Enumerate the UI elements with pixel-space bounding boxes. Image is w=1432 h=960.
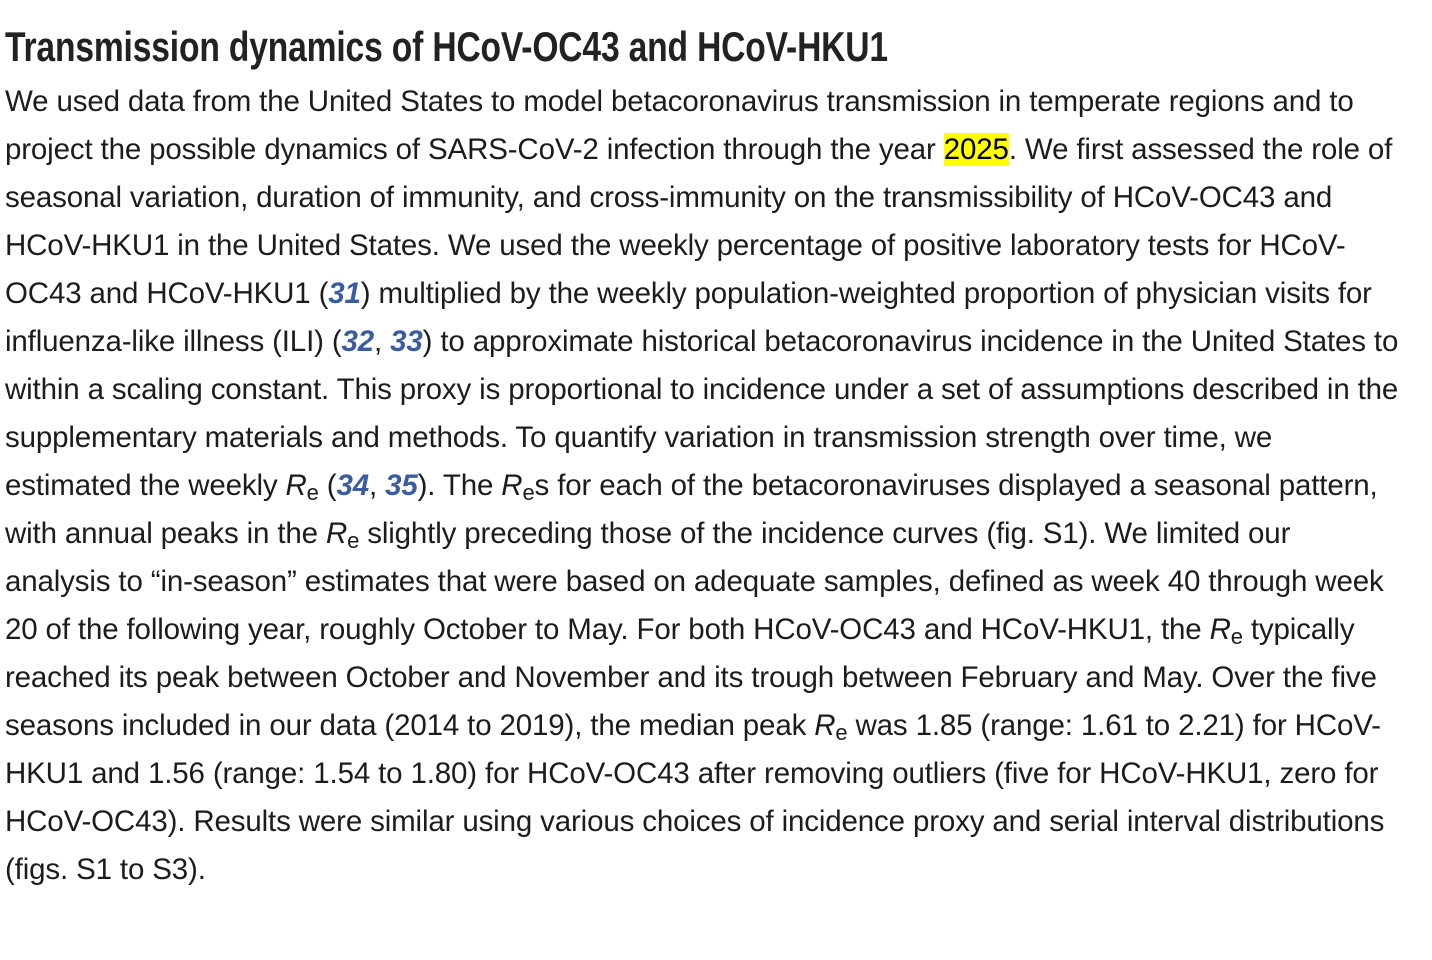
text-segment: . We first assessed the role of seasonal variation, duration of immunity, and cross-immunity on the transmissibility of HCoV-OC43 and HCoV-HKU1 in the United States. We used the weekly percentage of positive laboratory tests for HCoV-OC43 and HCoV-HKU1 ( [5,133,1393,310]
re-symbol-subscript: e [347,528,360,553]
citation-link-31[interactable]: 31 [328,277,361,310]
text-segment: was 1.85 (range: 1.61 to 2.21) for HCoV-HKU1 and 1.56 (range: 1.54 to 1.80) for HCoV-OC43 after removing outliers (five for HCoV-HKU1, zero for HCoV-OC43). Results were similar using various choices of incidence proxy and serial interval distributions (figs. S1 to S3). [5,709,1385,886]
re-symbol-subscript: e [306,480,319,505]
section-heading: Transmission dynamics of HCoV-OC43 and HCoV-HKU1 [5,23,888,70]
text-segment: typically reached its peak between October and November and its trough between February and May. Over the five seasons included in our data (2014 to 2019), the median peak [5,613,1377,742]
citation-separator: , [369,469,386,502]
search-highlight: 2025 [943,133,1009,166]
re-symbol-subscript: e [835,720,848,745]
text-segment: ). The [417,469,502,502]
text-segment: ( [318,469,337,502]
citation-link-33[interactable]: 33 [390,325,423,358]
text-segment: We used data from the United States to model betacoronavirus transmission in temperate regions and to project the possible dynamics of SARS-CoV-2 infection through the year [5,85,1354,166]
re-symbol-subscript: e [522,480,535,505]
citation-link-32[interactable]: 32 [341,325,375,358]
citation-link-34[interactable]: 34 [336,469,370,502]
re-symbol-r: R [1209,613,1231,646]
re-symbol-subscript: e [1230,624,1243,649]
text-segment: s for each of the betacoronaviruses displayed a seasonal pattern, with annual peaks in the [5,469,1378,550]
re-symbol-r: R [814,709,836,742]
re-symbol-r: R [501,469,523,502]
re-symbol-r: R [285,469,307,502]
text-segment: ) multiplied by the weekly population-weighted proportion of physician visits for influenza-like illness (ILI) ( [5,277,1372,358]
re-symbol [1209,613,1243,649]
article [5,16,1425,894]
text-segment: slightly preceding those of the incidence curves (fig. S1). We limited our analysis to “in-season” estimates that were based on adequate samples, defined as week 40 through week 20 of the following year, roughly October to May. For both HCoV-OC43 and HCoV-HKU1, the [5,517,1384,646]
citation-link-35[interactable]: 35 [385,469,418,502]
re-symbol [325,517,360,553]
re-symbol-r: R [325,517,348,550]
body-paragraph [5,78,1400,894]
re-symbol [285,469,319,505]
re-symbol [814,709,848,745]
text-segment: ) to approximate historical betacoronavirus incidence in the United States to within a scaling constant. This proxy is proportional to incidence under a set of assumptions described in the supplementary materials and methods. To quantify variation in transmission strength over time, we estimated the weekly [5,325,1399,502]
citation-separator: , [374,325,391,358]
re-symbol [501,469,535,505]
